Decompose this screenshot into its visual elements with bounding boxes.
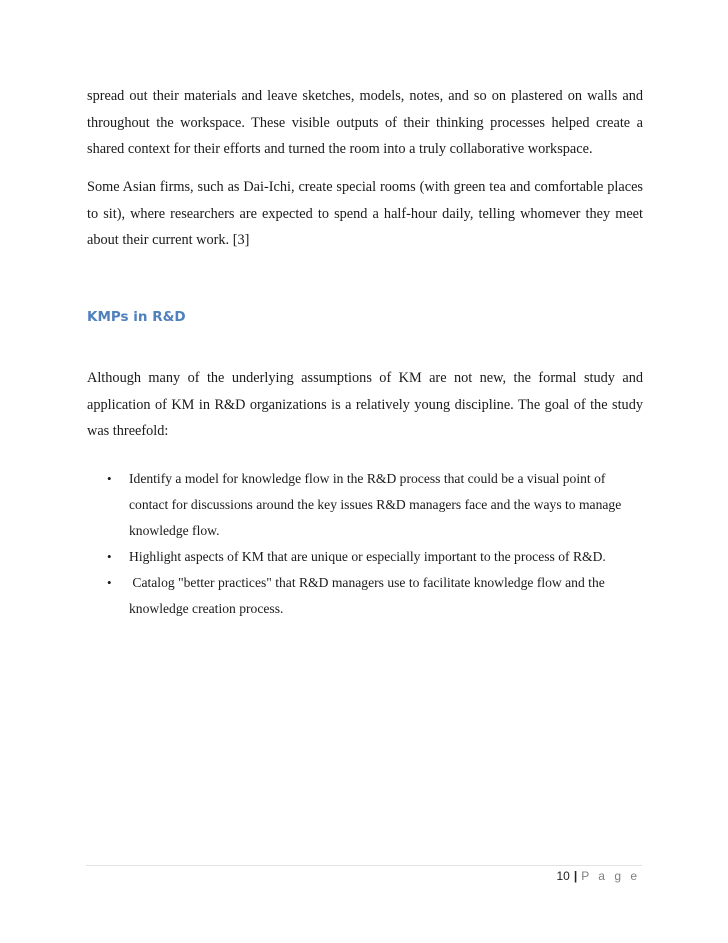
footer-separator: |	[573, 869, 578, 883]
bullet-icon: •	[107, 575, 112, 590]
footer-divider	[86, 865, 642, 866]
bullet-text: Highlight aspects of KM that are unique or especially important to the process of R&D.	[129, 549, 606, 564]
bullet-item	[87, 544, 647, 570]
section-heading: KMPs in R&D	[87, 309, 186, 325]
bullet-text: Catalog "better practices" that R&D managers use to facilitate knowledge flow and the knowledge creation process.	[129, 575, 605, 616]
bullet-item	[87, 466, 647, 544]
bullet-icon: •	[107, 549, 112, 564]
bullet-item	[87, 570, 647, 622]
body-paragraph: Some Asian firms, such as Dai-Ichi, create special rooms (with green tea and comfortable places to sit), where researchers are expected to spend a half-hour daily, telling whomever they meet about their current work. [3]	[87, 179, 643, 248]
section-intro-paragraph: Although many of the underlying assumptions of KM are not new, the formal study and application of KM in R&D organizations is a relatively young discipline. The goal of the study was threefold:	[87, 370, 643, 439]
bullet-text: Identify a model for knowledge flow in the R&D process that could be a visual point of contact for discussions around the key issues R&D managers face and the ways to manage knowledge flow.	[129, 471, 622, 538]
bullet-icon: •	[107, 471, 112, 486]
page-number: 10	[556, 869, 570, 883]
page-label: P a g e	[581, 869, 640, 883]
goal-bullet-list	[87, 466, 647, 622]
page-footer	[556, 869, 640, 883]
body-paragraph: spread out their materials and leave sketches, models, notes, and so on plastered on walls and throughout the workspace. These visible outputs of their thinking processes helped create a shared context for their efforts and turned the room into a truly collaborative workspace.	[87, 88, 643, 157]
